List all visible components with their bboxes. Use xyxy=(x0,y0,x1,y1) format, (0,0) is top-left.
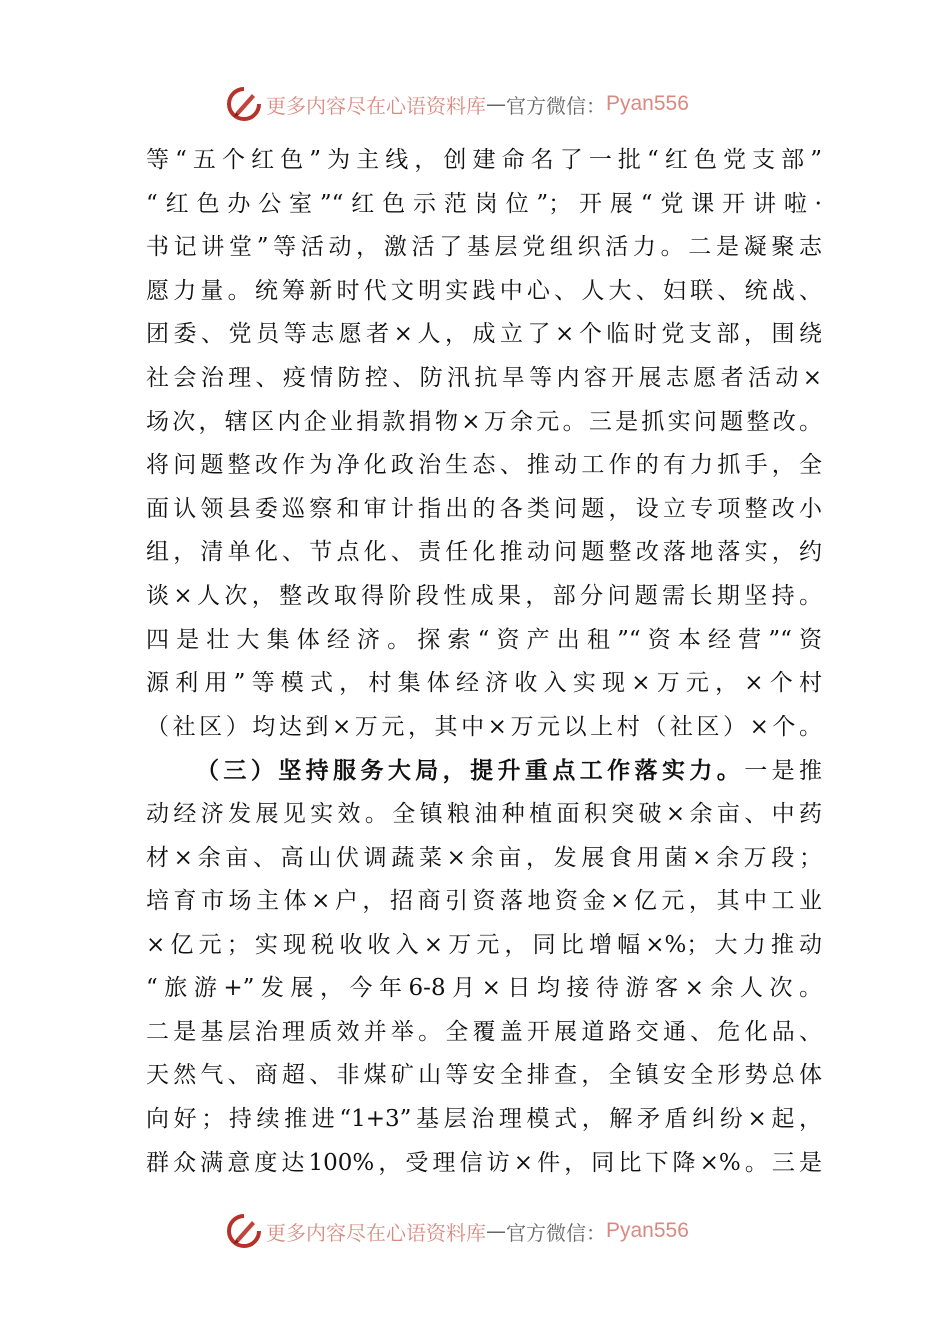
text-line: 天然气、商超、非煤矿山等安全排查，全镇安全形势总体 xyxy=(146,1062,822,1089)
banner-wechat-id: Pyan556 xyxy=(606,1219,689,1242)
banner-site-text: 更多内容尽在心语资料库 xyxy=(266,93,486,118)
text-line: 等“五个红色”为主线，创建命名了一批“红色党支部” xyxy=(146,147,822,173)
text-line: 团委、党员等志愿者×人，成立了×个临时党支部，围绕 xyxy=(146,321,822,348)
text-line: 组，清单化、节点化、责任化推动问题整改落地落实，约 xyxy=(146,539,822,566)
pen-logo-icon xyxy=(226,86,262,122)
document-body xyxy=(146,139,822,1185)
text-line: 材×余亩、高山伏调蔬菜×余亩，发展食用菌×余万段； xyxy=(146,844,822,871)
text-line: “旅游+”发展，今年6-8月×日均接待游客×余人次。 xyxy=(146,975,822,1002)
text-line: 向好；持续推进“1+3”基层治理模式，解矛盾纠纷×起， xyxy=(146,1106,822,1133)
text-line: 愿力量。统筹新时代文明实践中心、人大、妇联、统战、 xyxy=(146,277,822,304)
text-line: 培育市场主体×户，招商引资落地资金×亿元，其中工业 xyxy=(146,888,822,915)
text-line: “红色办公室”“红色示范岗位”；开展“党课开讲啦· xyxy=(146,190,822,217)
banner-wechat-label: 官方微信： xyxy=(506,1220,606,1245)
text-line: 社会治理、疫情防控、防汛抗旱等内容开展志愿者活动× xyxy=(146,364,822,391)
banner-dash: — xyxy=(486,1219,506,1243)
text-line: 场次，辖区内企业捐款捐物×万余元。三是抓实问题整改。 xyxy=(146,408,822,435)
banner-wechat-id: Pyan556 xyxy=(606,92,689,115)
text-line: 谈×人次，整改取得阶段性成果，部分问题需长期坚持。 xyxy=(146,582,822,609)
pen-logo-icon xyxy=(226,1213,262,1249)
section-heading: （三）坚持服务大局，提升重点工作落实力。 xyxy=(196,757,745,785)
text-line: 面认领县委巡察和审计指出的各类问题，设立专项整改小 xyxy=(146,495,822,522)
footer-banner xyxy=(226,1211,726,1251)
text-line: （社区）均达到×万元，其中×万元以上村（社区）×个。 xyxy=(146,713,822,740)
text-line: 动经济发展见实效。全镇粮油种植面积突破×余亩、中药 xyxy=(146,800,822,827)
banner-dash: — xyxy=(486,92,506,116)
section-heading-rest: 一是推 xyxy=(744,758,823,785)
section-heading-line xyxy=(146,749,822,793)
banner-site-text: 更多内容尽在心语资料库 xyxy=(266,1220,486,1245)
text-line: 源利用”等模式，村集体经济收入实现×万元，×个村 xyxy=(146,670,822,697)
text-line: 群众满意度达100%，受理信访×件，同比下降×%。三是 xyxy=(146,1149,822,1176)
header-banner xyxy=(226,84,726,124)
text-line: 四是壮大集体经济。探索“资产出租”“资本经营”“资 xyxy=(146,626,822,653)
text-line: ×亿元；实现税收收入×万元，同比增幅×%；大力推动 xyxy=(146,931,822,958)
text-line: 将问题整改作为净化政治生态、推动工作的有力抓手，全 xyxy=(146,452,822,479)
text-line: 书记讲堂”等活动，激活了基层党组织活力。二是凝聚志 xyxy=(146,234,822,261)
text-line: 二是基层治理质效并举。全覆盖开展道路交通、危化品、 xyxy=(146,1018,822,1045)
banner-wechat-label: 官方微信： xyxy=(506,93,606,118)
